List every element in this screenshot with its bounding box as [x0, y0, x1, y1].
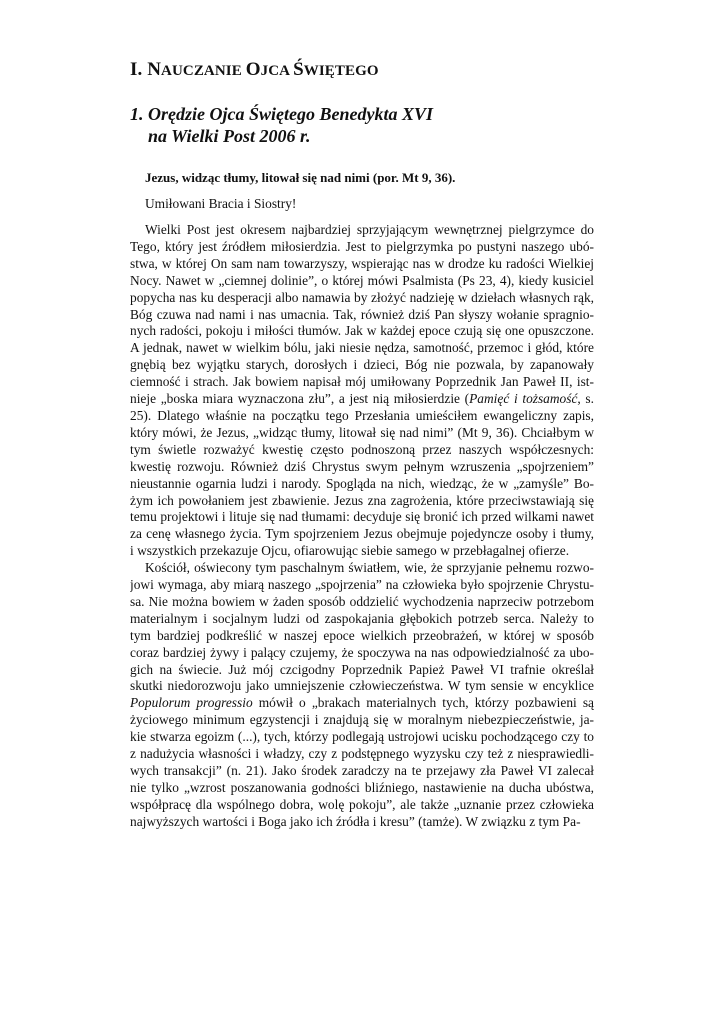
text-line: jowi wymaga, aby miarą naszego „spojrzenia” na człowieka było spojrzenie Chrystu-: [130, 577, 594, 593]
italic-title: Populorum progressio: [130, 695, 253, 711]
text-line: życiowego minimum egzystencji i znajdują się w moralnym niebezpieczeństwie, ja-: [130, 712, 594, 728]
text-line: kwestię rozwoju. Również dziś Chrystus swym pełnym wzruszenia „spojrzeniem”: [130, 458, 594, 474]
text-line: popycha nas ku desperacji albo namawia by złożyć nadzieję w dziełach własnych rąk,: [130, 289, 594, 305]
text-line: Tego, który jest źródłem miłosierdzia. Jest to pielgrzymka po pustyni naszego ubó-: [130, 238, 594, 254]
text-line: współpracę dla wspólnego dobra, wolę pokoju”, ale także „uznanie przez człowieka: [130, 796, 594, 812]
text-line: Kościół, oświecony tym paschalnym światłem, wie, że sprzyjanie pełnemu rozwo-: [145, 560, 594, 576]
paragraph-1: [130, 222, 594, 560]
italic-title: Pamięć i tożsamość: [469, 391, 578, 407]
text-line: i wszystkich przekazuje Ojcu, ofiarowując siebie samego w przebłagalnej ofierze.: [130, 543, 570, 559]
text-line: żym ich powołaniem jest zbawienie. Jezus zna zagrożenia, które przeciwstawiają się: [130, 492, 594, 508]
text-line: temu projektowi i lituje się nad tłumami: decyduje się bronić ich przed wilkami nawet: [130, 509, 594, 525]
paragraph-2: [130, 560, 594, 831]
article-title-line-1: 1. Orędzie Ojca Świętego Benedykta XVI: [130, 104, 433, 124]
text-line: tym bardziej podkreślić w naszej epoce wielkich przeobrażeń, w której w sposób: [130, 627, 594, 643]
text-line: gnębią bez wyjątku starych, dorosłych i dzieci, Bóg nie pozwala, by zapanowały: [130, 357, 594, 373]
text-line: który mówi, że Jezus, „widząc tłumy, litował się nad nimi” (Mt 9, 36). Chciałbym w: [130, 424, 594, 440]
document-page: [130, 58, 594, 831]
text-line: nie tylko „wzrost poszanowania godności bliźniego, nastawienie na ducha ubóstwa,: [130, 779, 594, 795]
section-word-1: NAUCZANIE: [147, 59, 246, 80]
text-line: stwa, w której On sam nam towarzyszy, wspierając nas w drodze ku radości Wielkiej: [130, 255, 594, 271]
text-line: Nocy. Nawet w „ciemnej dolinie”, o której mówi Psalmista (Ps 23, 4), kiedy kusiciel: [130, 272, 594, 288]
article-title-line-2: na Wielki Post 2006 r.: [148, 126, 311, 146]
text-line: za cenę własnego życia. Tym spojrzeniem Jezus obejmuje pojedyncze osoby i tłumy,: [130, 526, 594, 542]
section-numeral: I.: [130, 59, 148, 80]
text-line: coraz bardziej żywy i palący czujemy, że spoczywa na nas odpowiedzialność za ubo-: [130, 644, 594, 660]
text-line: Populorum progressio mówił o „brakach materialnych tych, którzy pozbawieni są: [130, 695, 594, 711]
text-line: tym świetle rozważyć kwestię często podnoszoną przez naszych współczesnych:: [130, 441, 594, 457]
section-word-3: ŚWIĘTEGO: [293, 59, 379, 80]
text-line: nieustannie ogarnia ludzi i narody. Spogląda na nich, wiedząc, że w „zamyśle” Bo-: [130, 475, 594, 491]
text-line: sa. Nie można bowiem w żaden sposób oddzielić wychodzenia naprzeciw potrzebom: [130, 593, 594, 609]
text-line: nieje „boska miara wyznaczona złu”, a jest nią miłosierdzie (Pamięć i tożsamość, s.: [130, 391, 594, 407]
text-line: gich na świecie. Już mój czcigodny Poprzednik Papież Paweł VI trafnie określał: [130, 661, 594, 677]
text-line: najwyższych wartości i Boga jako ich źródła i kresu” (tamże). W związku z tym Pa-: [130, 813, 581, 829]
text-line: kie stwarza egoizm (...), tych, którzy podlegają ustrojowi ucisku pochodzącego czy to: [130, 729, 594, 745]
text-line: ciemność i strach. Jak bowiem napisał mój umiłowany Poprzednik Jan Paweł II, ist-: [130, 374, 594, 390]
article-title: [130, 103, 594, 147]
salutation: Umiłowani Bracia i Siostry!: [145, 196, 297, 211]
text-line: wych transakcji” (n. 21). Jako środek zaradczy na te przejawy zła Paweł VI zalecał: [130, 763, 594, 778]
text-line: materialnym i socjalnym ludzi od zaspokajania głębokich potrzeb serca. Należy to: [130, 610, 594, 626]
section-title: [130, 58, 594, 83]
text-line: Wielki Post jest okresem najbardziej sprzyjającym wewnętrznej pielgrzymce do: [145, 222, 594, 237]
text-line: nych radości, pokoju i miłości tłumów. Jak w każdej epoce czują się one opuszczone.: [130, 323, 594, 339]
section-word-2: OJCA: [245, 59, 294, 80]
text-line: skutki niedorozwoju jako umniejszenie człowieczeństwa. W tym sensie w encyklice: [130, 678, 594, 694]
motto: Jezus, widząc tłumy, litował się nad nimi (por. Mt 9, 36).: [145, 170, 456, 185]
text-line: A jednak, nawet w wielkim bólu, jaki niesie nędza, samotność, przemoc i głód, które: [130, 340, 594, 356]
text-line: z nadużycia własności i władzy, czy z podstępnego wyzysku czy też z niesprawiedli-: [130, 746, 594, 762]
text-line: 25). Dlatego właśnie na początku tego Przesłania umieściłem ewangeliczny zapis,: [130, 407, 594, 423]
text-line: Bóg czuwa nad nami i nas umacnia. Tak, również dziś Pan słyszy wołanie spragnio-: [130, 306, 594, 322]
